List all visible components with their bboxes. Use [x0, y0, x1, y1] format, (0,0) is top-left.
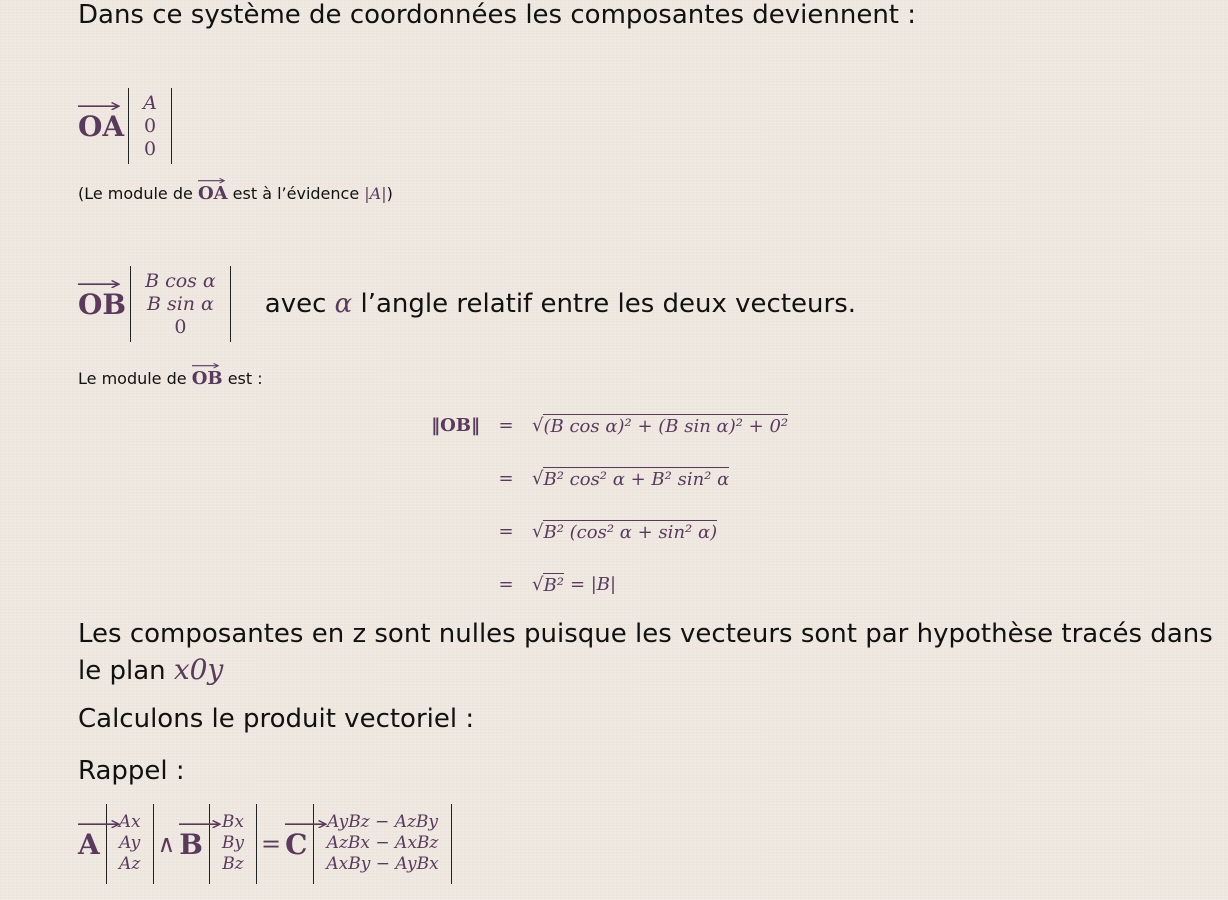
vector-ob-label: OB — [78, 288, 126, 321]
arrow-icon — [285, 820, 327, 828]
ob-component-x: B cos α — [145, 269, 216, 292]
components-z-paragraph: Les composantes en z sont nulles puisque les vecteurs sont par hypothèse tracés dans le plan x0y — [78, 619, 1213, 686]
reminder-label: Rappel : — [78, 756, 185, 786]
wedge-operator: ∧ — [157, 830, 176, 858]
vector-c-components: AyBz − AzBy AzBx − AxBz AxBy − AyBx — [313, 804, 451, 884]
cross-product-intro: Calculons le produit vectoriel : — [78, 704, 475, 734]
ob-component-y: B sin α — [146, 292, 214, 315]
vector-oa-components — [128, 88, 172, 164]
cross-product-formula — [78, 804, 452, 884]
arrow-icon — [192, 363, 219, 368]
arrow-icon — [78, 820, 120, 828]
oa-component-x: A — [143, 91, 157, 114]
equation-line-1: ‖OB‖ = √ (B cos α)² + (B sin α)² + 0² — [420, 408, 788, 442]
ob-description: avec α l’angle relatif entre les deux vecteurs. — [264, 289, 857, 319]
equation-line-2: = √ B² cos² α + B² sin² α — [498, 467, 730, 490]
arrow-icon — [198, 178, 225, 183]
vector-b-label: B — [179, 828, 203, 861]
ob-component-z: 0 — [174, 316, 187, 339]
ob-module-label: Le module de OB est : — [78, 368, 263, 389]
equals-sign: = — [260, 830, 282, 858]
arrow-icon — [179, 820, 221, 828]
vector-oa-label: OA — [78, 110, 124, 143]
arrow-icon — [78, 280, 120, 288]
equation-lhs: ‖OB‖ — [431, 414, 480, 436]
vector-c-label: C — [285, 828, 307, 861]
arrow-icon — [78, 102, 120, 110]
vector-oa-block — [78, 88, 172, 164]
vector-b-components: Bx By Bz — [209, 804, 257, 884]
vector-ob-block — [78, 266, 856, 342]
vector-a-label: A — [78, 828, 100, 861]
equation-line-3: = √ B² (cos² α + sin² α) — [498, 520, 718, 543]
intro-paragraph: Dans ce système de coordonnées les composantes deviennent : — [78, 0, 917, 30]
vector-ob-components — [130, 266, 231, 342]
oa-module-note: (Le module de OA est à l’évidence |A|) — [78, 183, 393, 204]
oa-component-y: 0 — [143, 114, 157, 137]
equation-line-4: = √ B² = |B| — [498, 573, 617, 596]
vector-a-components: Ax Ay Az — [106, 804, 154, 884]
oa-component-z: 0 — [143, 138, 157, 161]
module-equation — [420, 408, 788, 601]
